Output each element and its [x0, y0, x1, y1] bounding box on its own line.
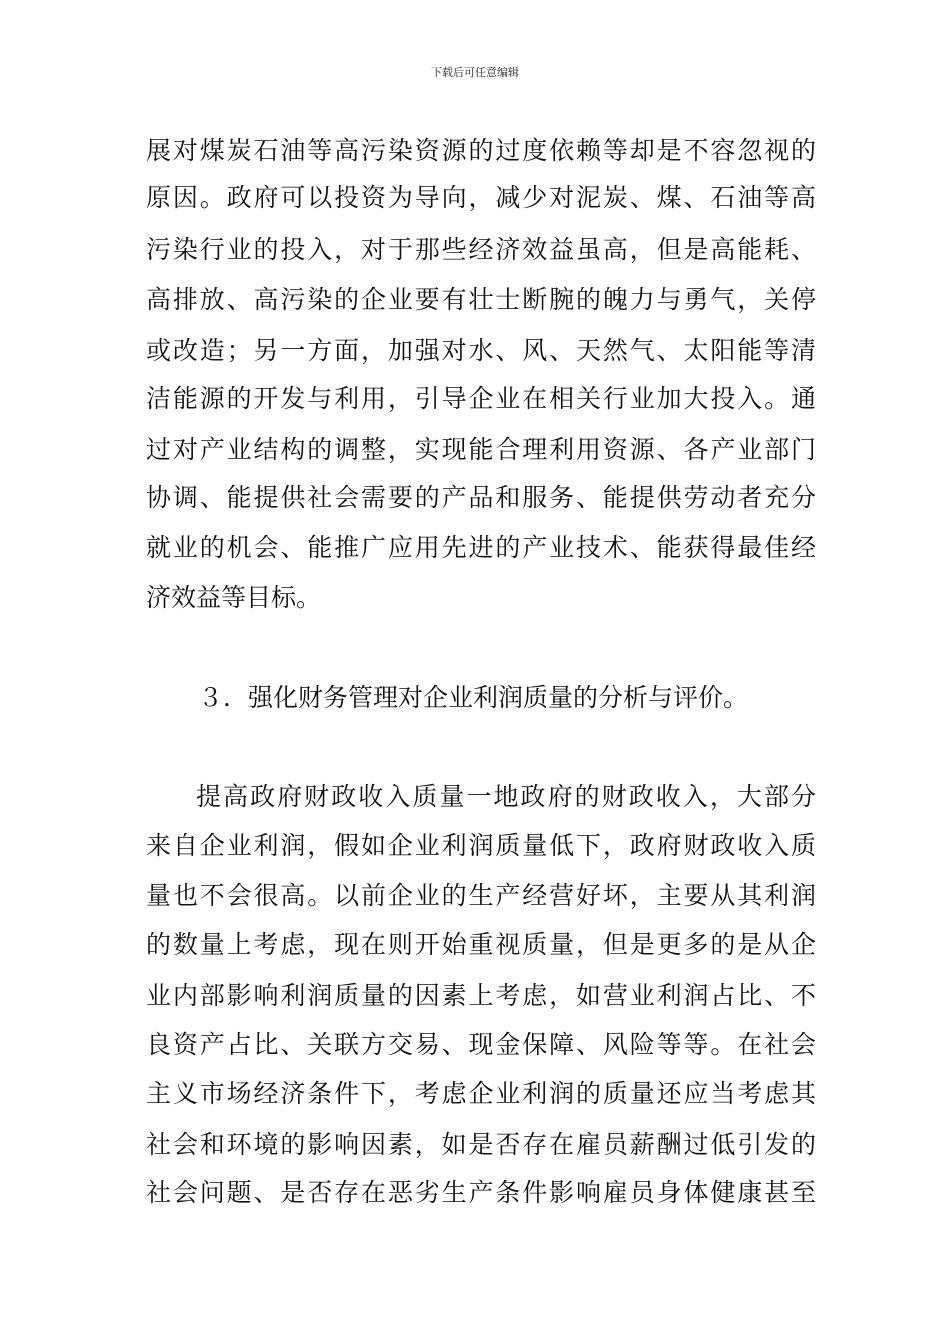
paragraph-line: 的数量上考虑，现在则开始重视质量，但是更多的是从企: [146, 930, 816, 959]
paragraph-line: 社会和环境的影响因素，如是否存在雇员薪酬过低引发的: [146, 1130, 816, 1159]
paragraph-line: 业内部影响利润质量的因素上考虑，如营业利润占比、不: [146, 981, 816, 1010]
paragraph-line: 过对产业结构的调整，实现能合理利用资源、各产业部门: [146, 435, 816, 464]
paragraph-line: 社会问题、是否存在恶劣生产条件影响雇员身体健康甚至: [146, 1178, 816, 1207]
paragraph-line: 良资产占比、关联方交易、现金保障、风险等等。在社会: [146, 1030, 816, 1059]
paragraph-line: 高排放、高污染的企业要有壮士断腕的魄力与勇气，关停: [146, 285, 816, 314]
paragraph-line: 提高政府财政收入质量一地政府的财政收入，大部分: [196, 782, 816, 811]
paragraph-line: 来自企业利润，假如企业利润质量低下，政府财政收入质: [146, 831, 816, 860]
section-heading: ３．强化财务管理对企业利润质量的分析与评价。: [198, 683, 749, 712]
paragraph-line: 就业的机会、能推广应用先进的产业技术、能获得最佳经: [146, 533, 816, 562]
paragraph-line: 量也不会很高。以前企业的生产经营好坏，主要从其利润: [146, 881, 816, 910]
paragraph-line: 原因。政府可以投资为导向，减少对泥炭、煤、石油等高: [146, 183, 816, 212]
paragraph-line: 污染行业的投入，对于那些经济效益虽高，但是高能耗、: [146, 235, 816, 264]
paragraph-line: 济效益等目标。: [146, 583, 322, 612]
paragraph-line: 协调、能提供社会需要的产品和服务、能提供劳动者充分: [146, 483, 816, 512]
paragraph-line: 展对煤炭石油等高污染资源的过度依赖等却是不容忽视的: [146, 136, 816, 165]
paragraph-line: 洁能源的开发与利用，引导企业在相关行业加大投入。通: [146, 384, 816, 413]
page-header: 下载后可任意编辑: [431, 66, 519, 79]
paragraph-line: 主义市场经济条件下，考虑企业利润的质量还应当考虑其: [146, 1079, 816, 1108]
paragraph-line: 或改造；另一方面，加强对水、风、天然气、太阳能等清: [146, 336, 816, 365]
